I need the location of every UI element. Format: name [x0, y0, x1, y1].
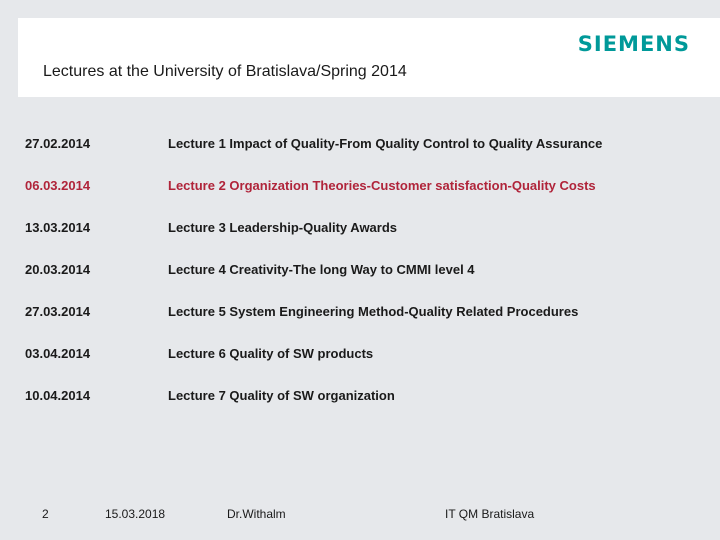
lecture-row [25, 220, 705, 238]
lecture-date: 10.04.2014 [25, 388, 91, 403]
lecture-title: Lecture 7 Quality of SW organization [168, 388, 395, 403]
footer-date: 15.03.2018 [105, 507, 166, 521]
lecture-row [25, 304, 705, 322]
siemens-logo: SIEMENS [577, 32, 690, 56]
lecture-row [25, 346, 705, 364]
lecture-date: 03.04.2014 [25, 346, 91, 361]
footer-department: IT QM Bratislava [445, 507, 535, 521]
lecture-title: Lecture 5 System Engineering Method-Quality Related Procedures [168, 304, 579, 319]
lecture-row [25, 136, 705, 154]
lecture-date: 20.03.2014 [25, 262, 91, 277]
lecture-date: 27.02.2014 [25, 136, 91, 151]
lecture-title: Lecture 4 Creativity-The long Way to CMMI level 4 [168, 262, 475, 277]
footer-author: Dr.Withalm [227, 507, 286, 521]
lecture-date: 27.03.2014 [25, 304, 91, 319]
lecture-date: 06.03.2014 [25, 178, 91, 193]
lecture-row [25, 388, 705, 406]
lecture-title: Lecture 1 Impact of Quality-From Quality Control to Quality Assurance [168, 136, 603, 151]
header-bar [18, 18, 720, 97]
lecture-title: Lecture 6 Quality of SW products [168, 346, 374, 361]
lecture-date: 13.03.2014 [25, 220, 91, 235]
lecture-row-highlighted [25, 178, 705, 196]
page-title: Lectures at the University of Bratislava/Spring 2014 [43, 63, 407, 80]
lecture-title: Lecture 2 Organization Theories-Customer satisfaction-Quality Costs [168, 178, 596, 193]
lecture-title: Lecture 3 Leadership-Quality Awards [168, 220, 398, 235]
lecture-row [25, 262, 705, 280]
footer-page-number: 2 [42, 507, 49, 521]
